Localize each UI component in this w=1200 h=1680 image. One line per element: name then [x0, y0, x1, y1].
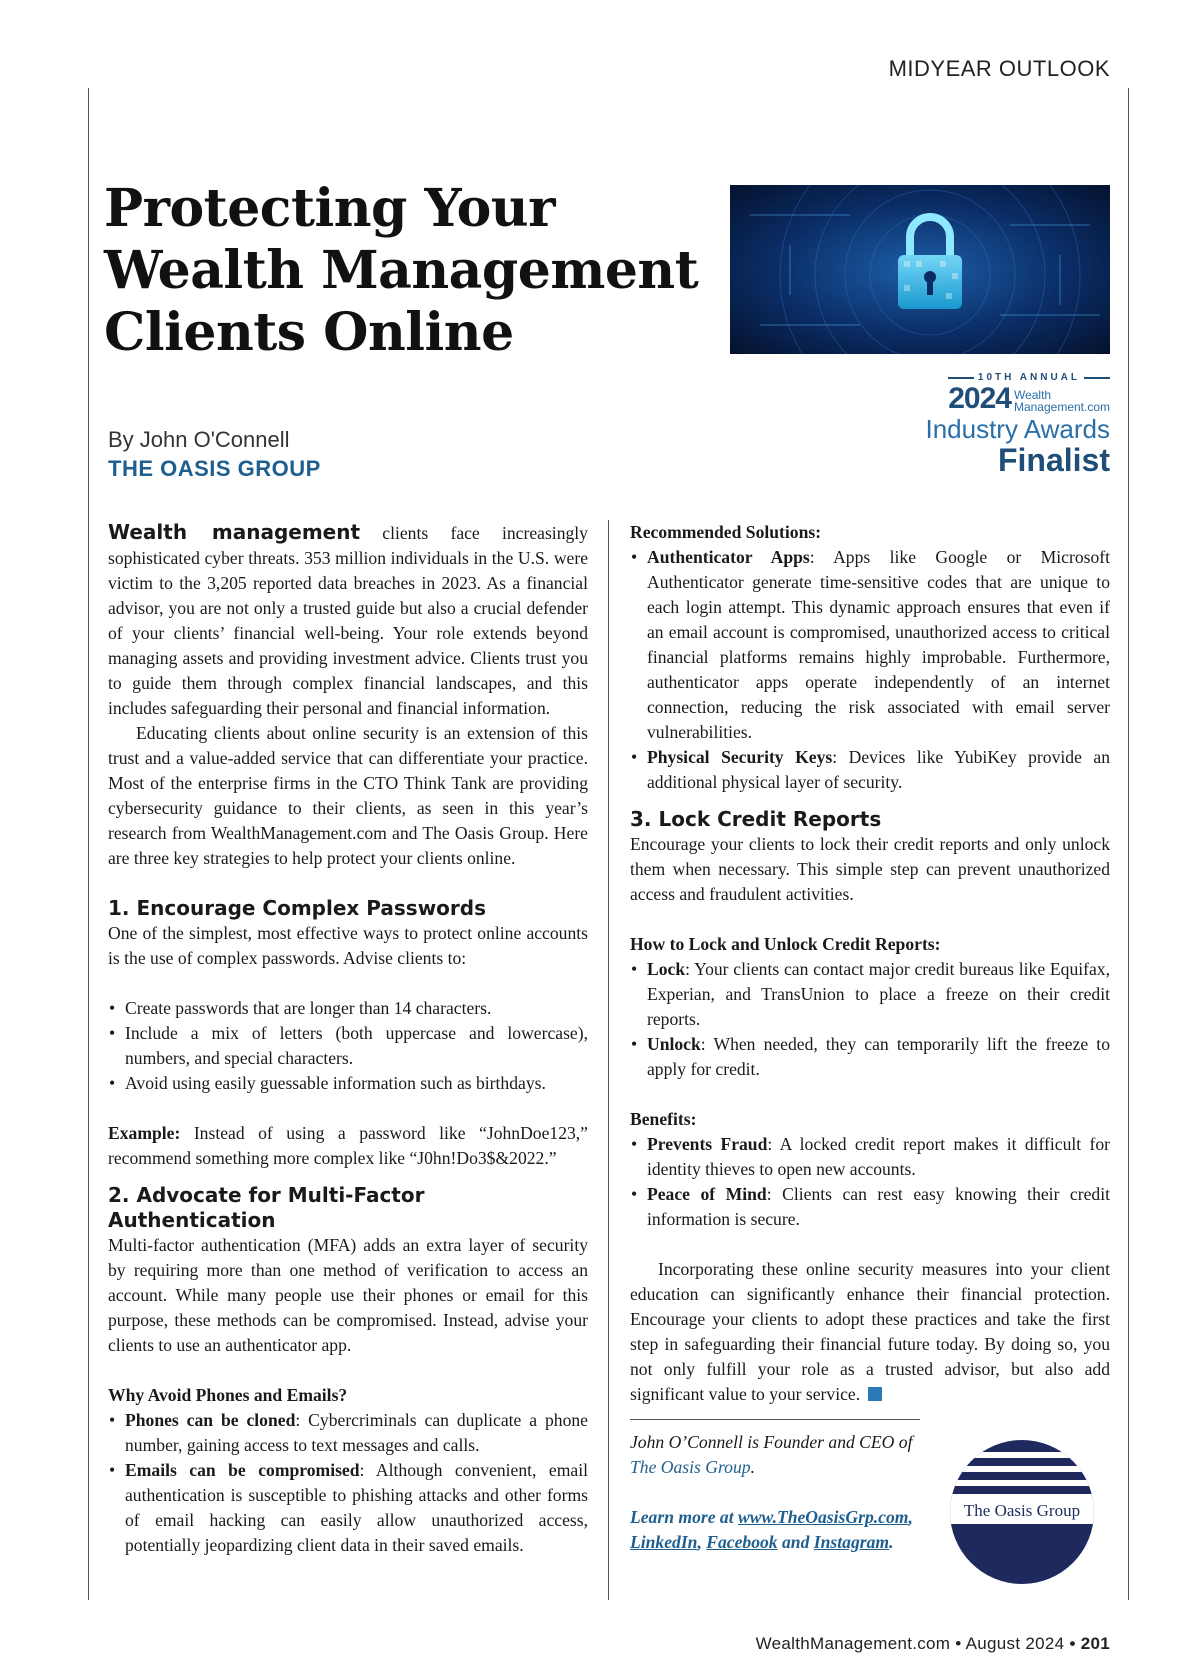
page-footer: WealthManagement.com • August 2024 • 201 [755, 1634, 1110, 1653]
list-item: • Prevents Fraud: A locked credit report makes it difficult for identity thieves to open new accounts. [630, 1132, 1110, 1182]
closing-paragraph: Incorporating these online security measures into your client education can significantly enhance their financial protection. Encourage your clients to adopt these practices and take the first step in safeguarding their financial future today. By doing so, you not only fulfill your role as a trusted advisor, but also add significant value to your service. [630, 1259, 1110, 1404]
right-column [630, 520, 1110, 1555]
paragraph-2: Educating clients about online security is an extension of this trust and a value-added service that can differentiate your practice. Most of the enterprise firms in the CTO Think Tank are providing cybersecurity guidance to their clients, as seen in this year’s research from WealthManagement.com and The Oasis Group. Here are three key strategies to help protect your clients online. [108, 723, 588, 868]
list-item: • Physical Security Keys: Devices like YubiKey provide an additional physical layer of security. [630, 745, 1110, 795]
instagram-link[interactable]: Instagram [813, 1532, 890, 1552]
password-tips-list [108, 996, 588, 1096]
list-item: • Create passwords that are longer than 14 characters. [108, 996, 588, 1021]
list-item: • Avoid using easily guessable information such as birthdays. [108, 1071, 588, 1096]
recommended-list [630, 545, 1110, 795]
title-line-1: Protecting Your [104, 178, 555, 239]
award-brand: Wealth Management.com [1013, 388, 1110, 414]
section-3-heading: 3. Lock Credit Reports [630, 807, 882, 831]
bio-divider [630, 1419, 920, 1420]
why-avoid-heading: Why Avoid Phones and Emails? [108, 1385, 348, 1405]
byline: By John O'Connell [108, 427, 290, 452]
right-margin-rule [1128, 88, 1129, 1600]
cybersecurity-padlock-image [730, 185, 1110, 354]
column-divider [608, 520, 609, 1600]
author-bio: John O’Connell is Founder and CEO of The Oasis Group. [630, 1432, 913, 1477]
section-2-heading: 2. Advocate for Multi-Factor Authentication [108, 1183, 425, 1232]
award-status: Finalist [997, 442, 1110, 478]
logo-text: The Oasis Group [963, 1501, 1081, 1520]
industry-award-badge [900, 372, 1110, 477]
footer-date: August 2024 [965, 1634, 1065, 1653]
list-item: • Peace of Mind: Clients can rest easy knowing their credit information is secure. [630, 1182, 1110, 1232]
section-2-text: Multi-factor authentication (MFA) adds an extra layer of security by requiring more than one method of verification to access an account. While many people use their phones or email for this purpose, these methods can be compromised. Instead, advise your clients to use an authenticator app. [108, 1235, 588, 1355]
section-3-text: Encourage your clients to lock their credit reports and only unlock them when necessary. This simple step can prevent unauthorized access and fraudulent activities. [630, 834, 1110, 904]
footer-site: WealthManagement.com [755, 1634, 951, 1653]
benefits-heading: Benefits: [630, 1109, 697, 1129]
list-item: • Emails can be compromised: Although convenient, email authentication is susceptible to phishing attacks and other forms of email hacking can easily allow unauthorized access, potentially jeopardizing client data in their saved emails. [108, 1458, 588, 1558]
website-link[interactable]: www.TheOasisGrp.com [738, 1507, 909, 1527]
award-annual-label: 10TH ANNUAL [900, 372, 1110, 383]
article-title [104, 178, 704, 364]
list-item: • Authenticator Apps: Apps like Google or Microsoft Authenticator generate time-sensitive codes that are unique to each login attempt. This dynamic approach ensures that even if an email account is compromised, unauthorized access to critical financial platforms remains highly improbable. Furthermore, authenticator apps operate independently of an internet connection, reducing the risk associated with email server vulnerabilities. [630, 545, 1110, 745]
left-margin-rule [88, 88, 89, 1600]
list-item: • Phones can be cloned: Cybercriminals can duplicate a phone number, gaining access to text messages and calls. [108, 1408, 588, 1458]
intro-paragraph: Wealth management clients face increasingly sophisticated cyber threats. 353 million individuals in the U.S. were victim to the 3,205 reported data breaches in 2023. As a financial advisor, you are not only a trusted guide but also a crucial defender of your clients’ financial well-being. Your role extends beyond managing assets and providing investment advice. Clients trust you to guide them through complex financial landscapes, and this includes safeguarding their personal and financial information. [108, 520, 588, 718]
award-title: Industry Awards [925, 414, 1110, 444]
benefits-list [630, 1132, 1110, 1232]
facebook-link[interactable]: Facebook [706, 1532, 778, 1552]
title-line-2: Wealth Management [104, 240, 699, 301]
author-company: THE OASIS GROUP [108, 456, 321, 481]
section-1-heading: 1. Encourage Complex Passwords [108, 896, 486, 920]
recommended-heading: Recommended Solutions: [630, 522, 822, 542]
learn-more: Learn more at www.TheOasisGrp.com, LinkedIn, Facebook and Instagram. [630, 1507, 913, 1552]
page-number: 201 [1080, 1634, 1110, 1653]
end-mark-icon [868, 1387, 882, 1401]
section-label: MIDYEAR OUTLOOK [888, 56, 1110, 81]
list-item: • Include a mix of letters (both uppercase and lowercase), numbers, and special characters. [108, 1021, 588, 1071]
linkedin-link[interactable]: LinkedIn [630, 1532, 698, 1552]
how-to-lock-heading: How to Lock and Unlock Credit Reports: [630, 934, 941, 954]
how-to-lock-list [630, 957, 1110, 1082]
example-paragraph: Example: Instead of using a password like “JohnDoe123,” recommend something more complex like “J0hn!Do3$&2022.” [108, 1123, 588, 1168]
list-item: • Lock: Your clients can contact major credit bureaus like Equifax, Experian, and TransUnion to place a freeze on their credit reports. [630, 957, 1110, 1032]
oasis-group-logo [948, 1438, 1096, 1586]
why-avoid-list [108, 1408, 588, 1558]
left-column [108, 520, 588, 1558]
title-line-3: Clients Online [104, 302, 514, 363]
list-item: • Unlock: When needed, they can temporarily lift the freeze to apply for credit. [630, 1032, 1110, 1082]
award-year: 2024 [948, 382, 1011, 415]
section-1-text: One of the simplest, most effective ways to protect online accounts is the use of complex passwords. Advise clients to: [108, 923, 588, 968]
